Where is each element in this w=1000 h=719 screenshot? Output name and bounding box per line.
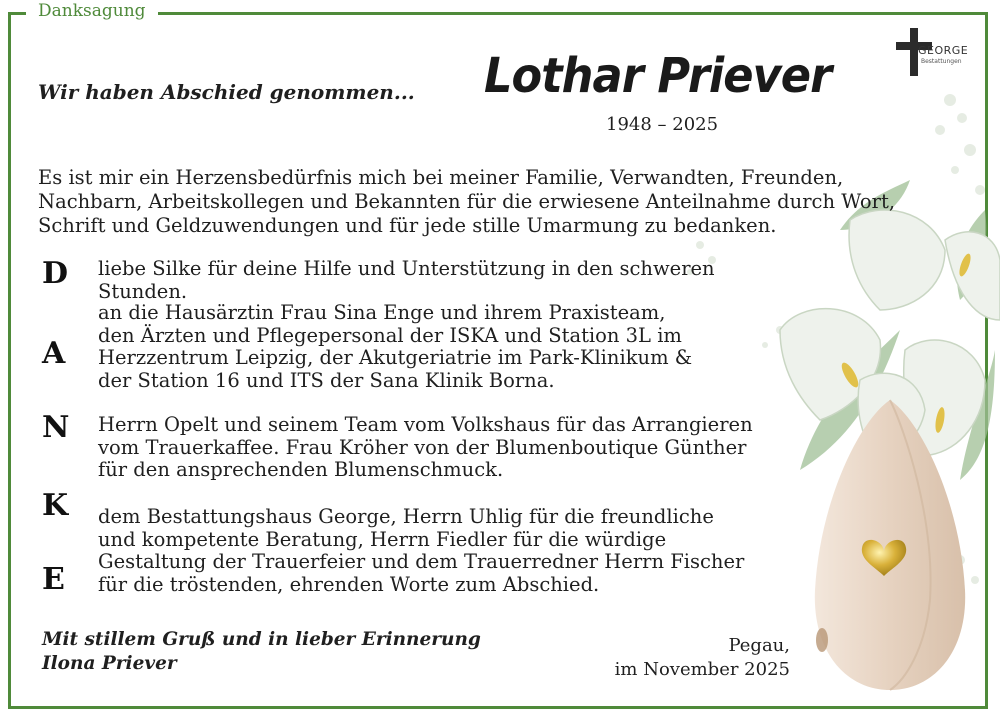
danke-letter-n: N bbox=[42, 410, 70, 445]
danke-letter-d: D bbox=[42, 256, 69, 291]
logo-subtitle: Bestattungen bbox=[921, 58, 962, 65]
closing-line: Mit stillem Gruß und in lieber Erinnerung bbox=[42, 629, 481, 650]
intro-text: Es ist mir ein Herzensbedürfnis mich bei meiner Familie, Verwandten, Freunden, Nachbarn, Arbeitskollegen und Bekannten für die erwiesene Anteilnahme durch Wort, Schrift und Geldzuwendungen und für jede stille Umarmung zu bedanken. bbox=[38, 166, 896, 237]
danke-letter-a: A bbox=[42, 336, 66, 371]
signer-name: Ilona Priever bbox=[42, 653, 177, 674]
intro-heading: Wir haben Abschied genommen... bbox=[38, 80, 415, 104]
thanks-paragraph-4: dem Bestattungshaus George, Herrn Uhlig für die freundliche und kompetente Beratung, Herrn Fiedler für die würdige Gestaltung der Trauerfeier und dem Trauerredner Herrn Fischer für die tröstenden, ehrenden Worte zum Abschied. bbox=[98, 505, 745, 596]
logo-name: GEORGE bbox=[918, 44, 969, 57]
deceased-name: Lothar Priever bbox=[484, 48, 832, 104]
danke-letter-k: K bbox=[42, 488, 69, 523]
thanks-paragraph-1: liebe Silke für deine Hilfe und Unterstützung in den schweren Stunden. bbox=[98, 257, 715, 303]
section-label: Danksagung bbox=[26, 0, 158, 22]
thanks-paragraph-3: Herrn Opelt und seinem Team vom Volkshaus für das Arrangieren vom Trauerkaffee. Frau Kröher von der Blumenboutique Günther für den ansprechenden Blumenschmuck. bbox=[98, 413, 753, 481]
place-date bbox=[600, 634, 790, 682]
thanks-paragraph-2: an die Hausärztin Frau Sina Enge und ihrem Praxisteam, den Ärzten und Pflegepersonal der ISKA und Station 3L im Herzzentrum Leipzig, der Akutgeriatrie im Park-Klinikum & der Station 16 und ITS der Sana Klinik Borna. bbox=[98, 301, 693, 392]
danke-letter-e: E bbox=[42, 562, 65, 597]
life-years: 1948 – 2025 bbox=[606, 114, 719, 135]
closing-signature bbox=[42, 628, 481, 676]
place-city: Pegau, bbox=[728, 635, 790, 656]
place-month: im November 2025 bbox=[614, 659, 790, 680]
